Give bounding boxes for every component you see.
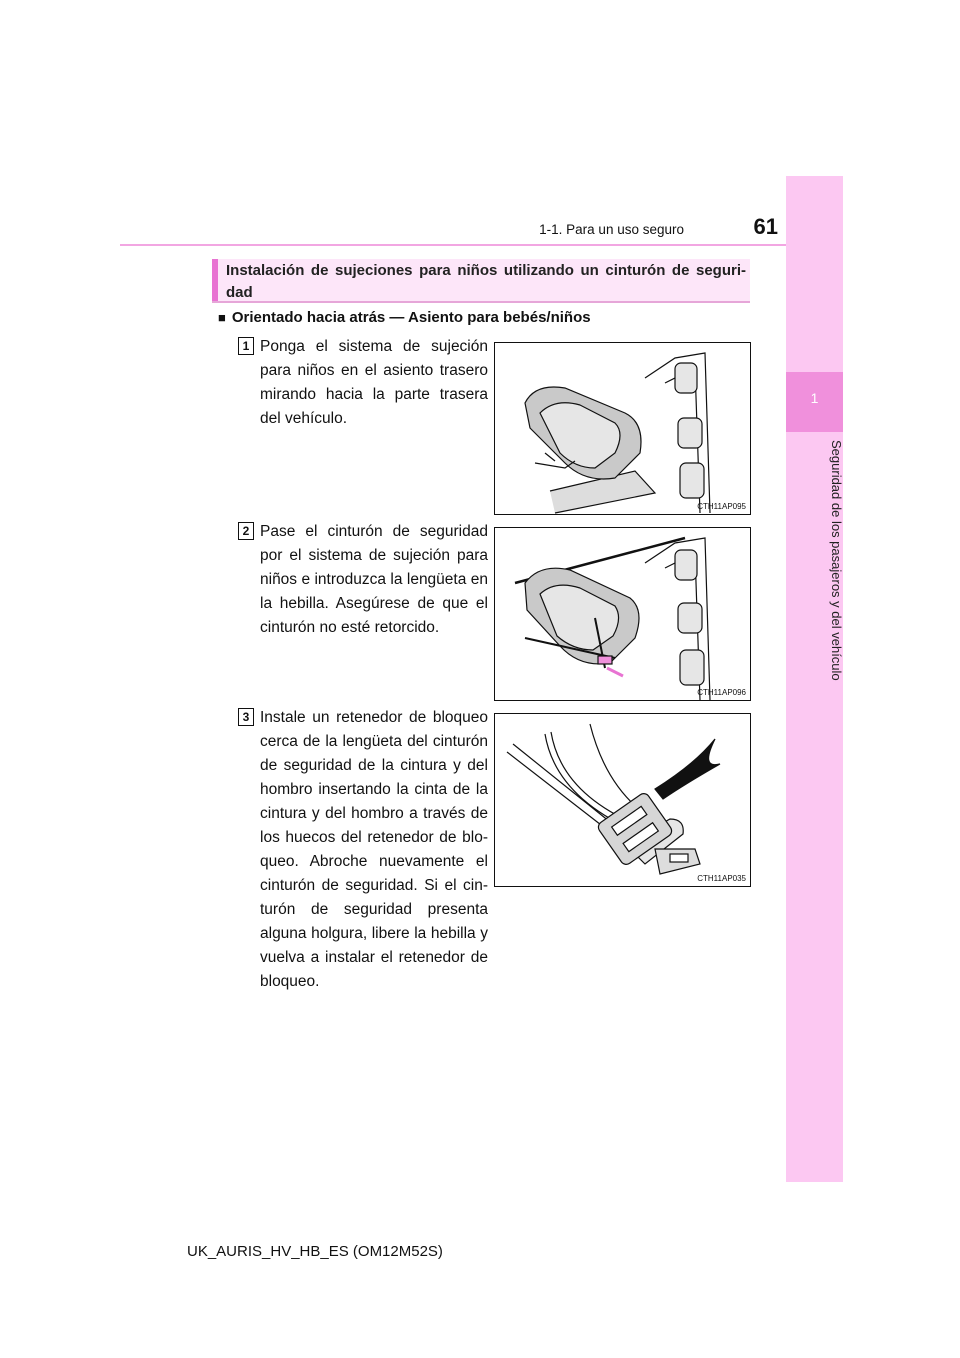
page-number: 61 (753, 214, 778, 239)
chapter-title: Seguridad de los pasajeros y del vehículo (829, 440, 844, 681)
chapter-number: 1 (810, 390, 819, 406)
figure-2 (494, 527, 751, 701)
step-number-2: 2 (238, 522, 254, 540)
child-seat-belt-routing-illustration (495, 528, 750, 700)
section-title: 1-1. Para un uso seguro (539, 222, 684, 237)
step-text-3: Instale un retenedor de bloqueo cerca de la lengüeta del cinturón de seguridad de la cintura y del hombro insertando la cinta de la cintura y del hombro a través de los huecos del retenedor de blo-queo. Abroche nuevamente el cinturón de seguridad. Si el cin-turón de seguridad presenta alguna holgura, libere la hebilla y vuelva a instalar el retenedor de bloqueo. (260, 709, 488, 990)
document-footer: UK_AURIS_HV_HB_ES (OM12M52S) (187, 1243, 443, 1260)
step-text-1: Ponga el sistema de sujeción para niños en el asiento trasero mirando hacia la parte trasera del vehículo. (260, 338, 488, 427)
step-number-3: 3 (238, 708, 254, 726)
step-number-1: 1 (238, 337, 254, 355)
header-rule (120, 244, 786, 246)
figure-code-2: CTH11AP096 (697, 688, 746, 697)
figure-1 (494, 342, 751, 515)
child-seat-rear-facing-illustration (495, 343, 750, 514)
figure-code-1: CTH11AP095 (697, 502, 746, 511)
step-text-2: Pase el cinturón de seguridad por el sistema de sujeción para niños e introduzca la lengüeta en la hebilla. Asegúrese de que el cinturón no esté retorcido. (260, 523, 488, 636)
subheading (218, 309, 591, 326)
figure-3 (494, 713, 751, 887)
subheading-text: Orientado hacia atrás — Asiento para bebés/niños (231, 309, 591, 326)
square-bullet-icon: ■ (218, 310, 226, 325)
figure-code-3: CTH11AP035 (697, 874, 746, 883)
locking-clip-illustration (495, 714, 750, 886)
section-heading: Instalación de sujeciones para niños utilizando un cinturón de seguri-dad (226, 262, 746, 301)
